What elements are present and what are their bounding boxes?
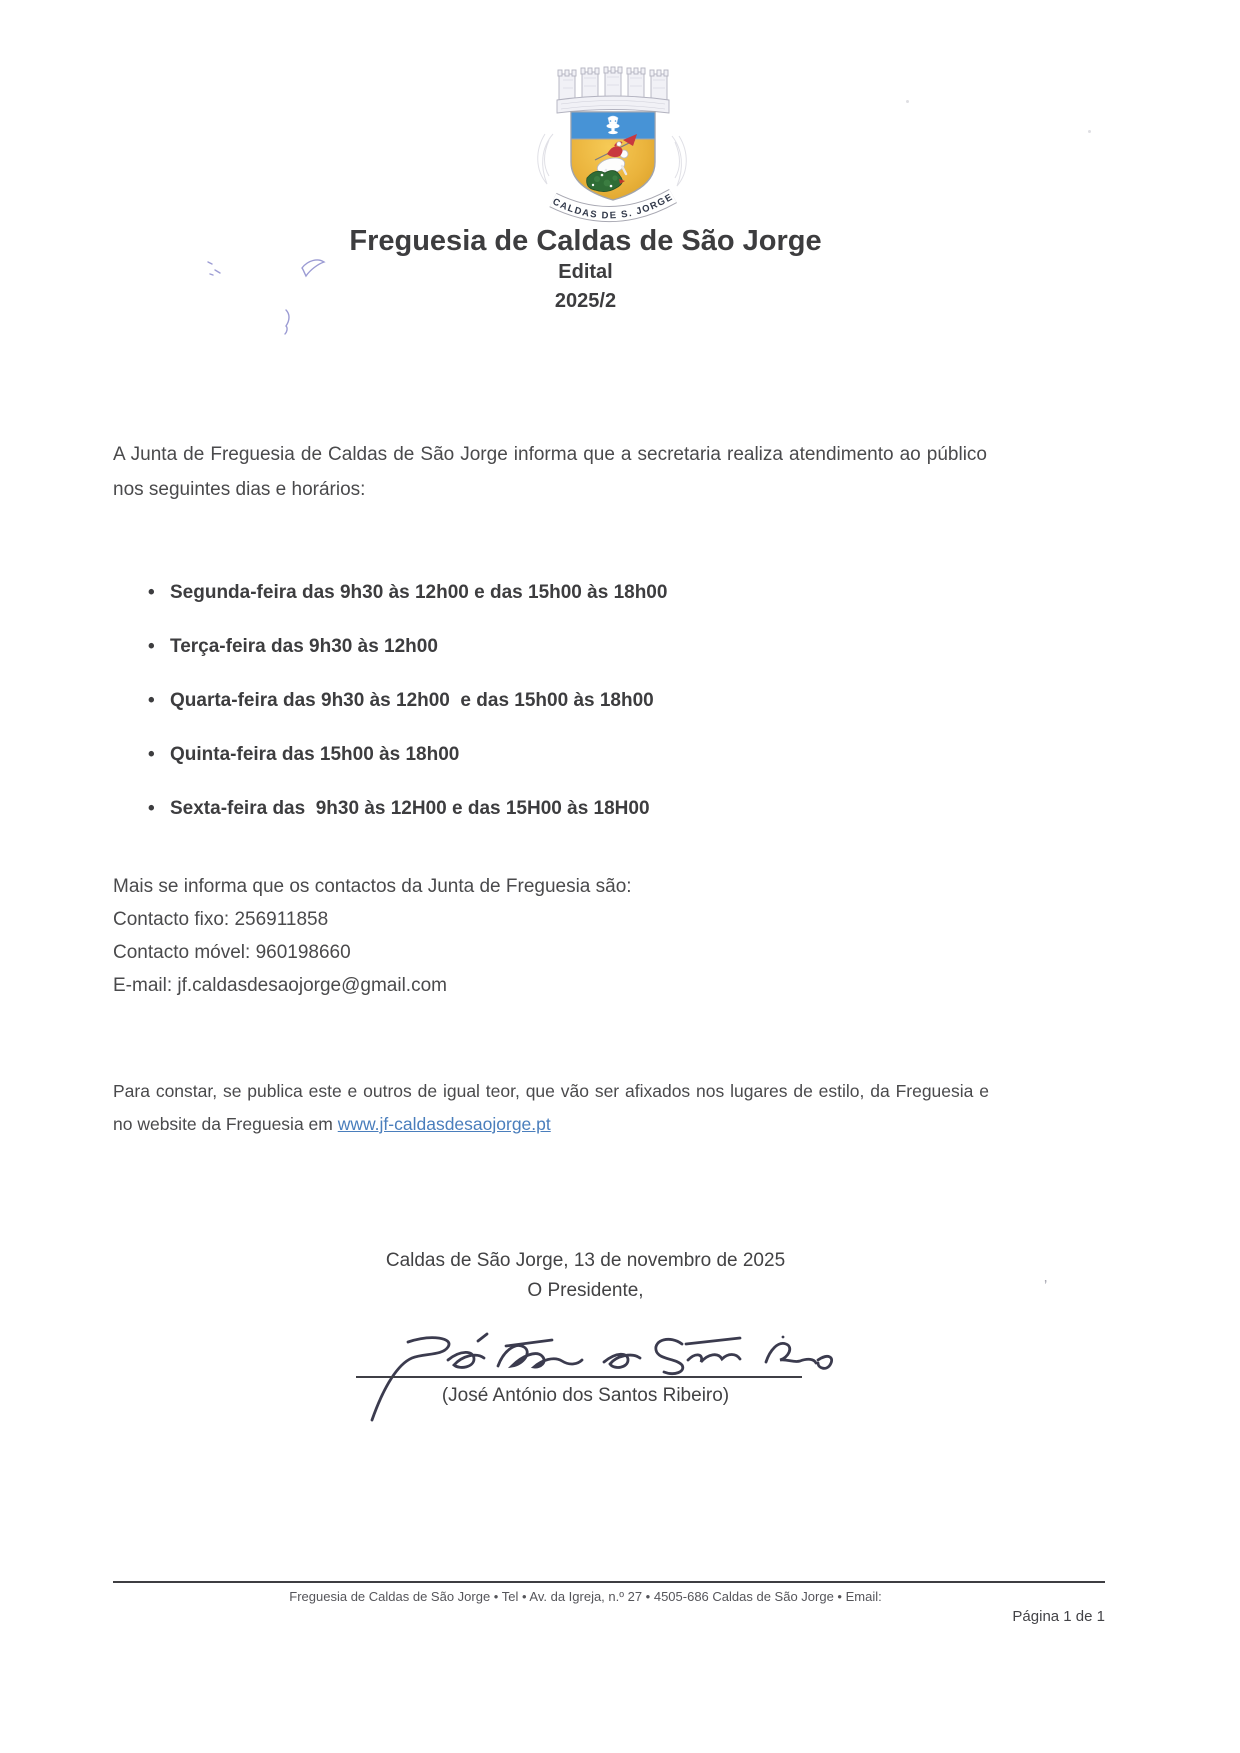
signer-title: O Presidente, [527, 1280, 644, 1301]
scan-speck [906, 100, 909, 103]
mural-crown-icon [557, 67, 669, 113]
signature-line [356, 1376, 802, 1378]
municipal-crest [527, 62, 699, 242]
list-item: • Quinta-feira das 15h00 às 18h00 [146, 742, 906, 768]
crest-ribbon-text: CALDAS DE S. JORGE [550, 191, 676, 222]
list-item: • Terça-feira das 9h30 às 12h00 [146, 634, 906, 660]
page-title: Freguesia de Caldas de São Jorge [349, 225, 822, 257]
scan-ink-marks [190, 248, 350, 343]
list-item: • Segunda-feira das 9h30 às 12h00 e das 15h00 às 18h00 [146, 580, 906, 606]
footer-info: Freguesia de Caldas de São Jorge • Tel • Av. da Igreja, n.º 27 • 4505-686 Caldas de São Jorge • Email: [289, 1589, 882, 1604]
scan-speck [1088, 130, 1091, 133]
signoff-block [113, 1246, 1058, 1306]
doc-type-label: Edital [558, 261, 613, 283]
page-number: Página 1 de 1 [1012, 1608, 1105, 1625]
list-item: • Quarta-feira das 9h30 às 12h00 e das 15h00 às 18h00 [146, 688, 906, 714]
list-item: • Sexta-feira das 9h30 às 12H00 e das 15H00 às 18H00 [146, 796, 906, 822]
contacts-block [113, 870, 987, 1002]
schedule-list [146, 580, 906, 850]
closing-text: Para constar, se publica este e outros de igual teor, que vão ser afixados nos lugares de estilo, da Freguesia e no website da Freguesia em [113, 1081, 989, 1134]
doc-number: 2025/2 [554, 290, 617, 312]
shield-icon [571, 112, 655, 200]
scan-speck: ʼ [1044, 1278, 1048, 1295]
contact-mobile: Contacto móvel: 960198660 [113, 942, 351, 963]
website-link[interactable]: www.jf-caldasdesaojorge.pt [337, 1114, 551, 1134]
signer-name: (José António dos Santos Ribeiro) [441, 1385, 730, 1406]
closing-paragraph [113, 1075, 989, 1141]
contact-fixed: Contacto fixo: 256911858 [113, 909, 329, 930]
footer-divider [113, 1581, 1105, 1583]
contacts-intro: Mais se informa que os contactos da Junta de Freguesia são: [113, 876, 632, 897]
handwritten-signature [336, 1332, 836, 1432]
dateline: Caldas de São Jorge, 13 de novembro de 2025 [385, 1250, 786, 1271]
intro-paragraph: A Junta de Freguesia de Caldas de São Jorge informa que a secretaria realiza atendimento ao público nos seguintes dias e horários: [113, 444, 987, 500]
contact-email: E-mail: jf.caldasdesaojorge@gmail.com [113, 975, 447, 996]
